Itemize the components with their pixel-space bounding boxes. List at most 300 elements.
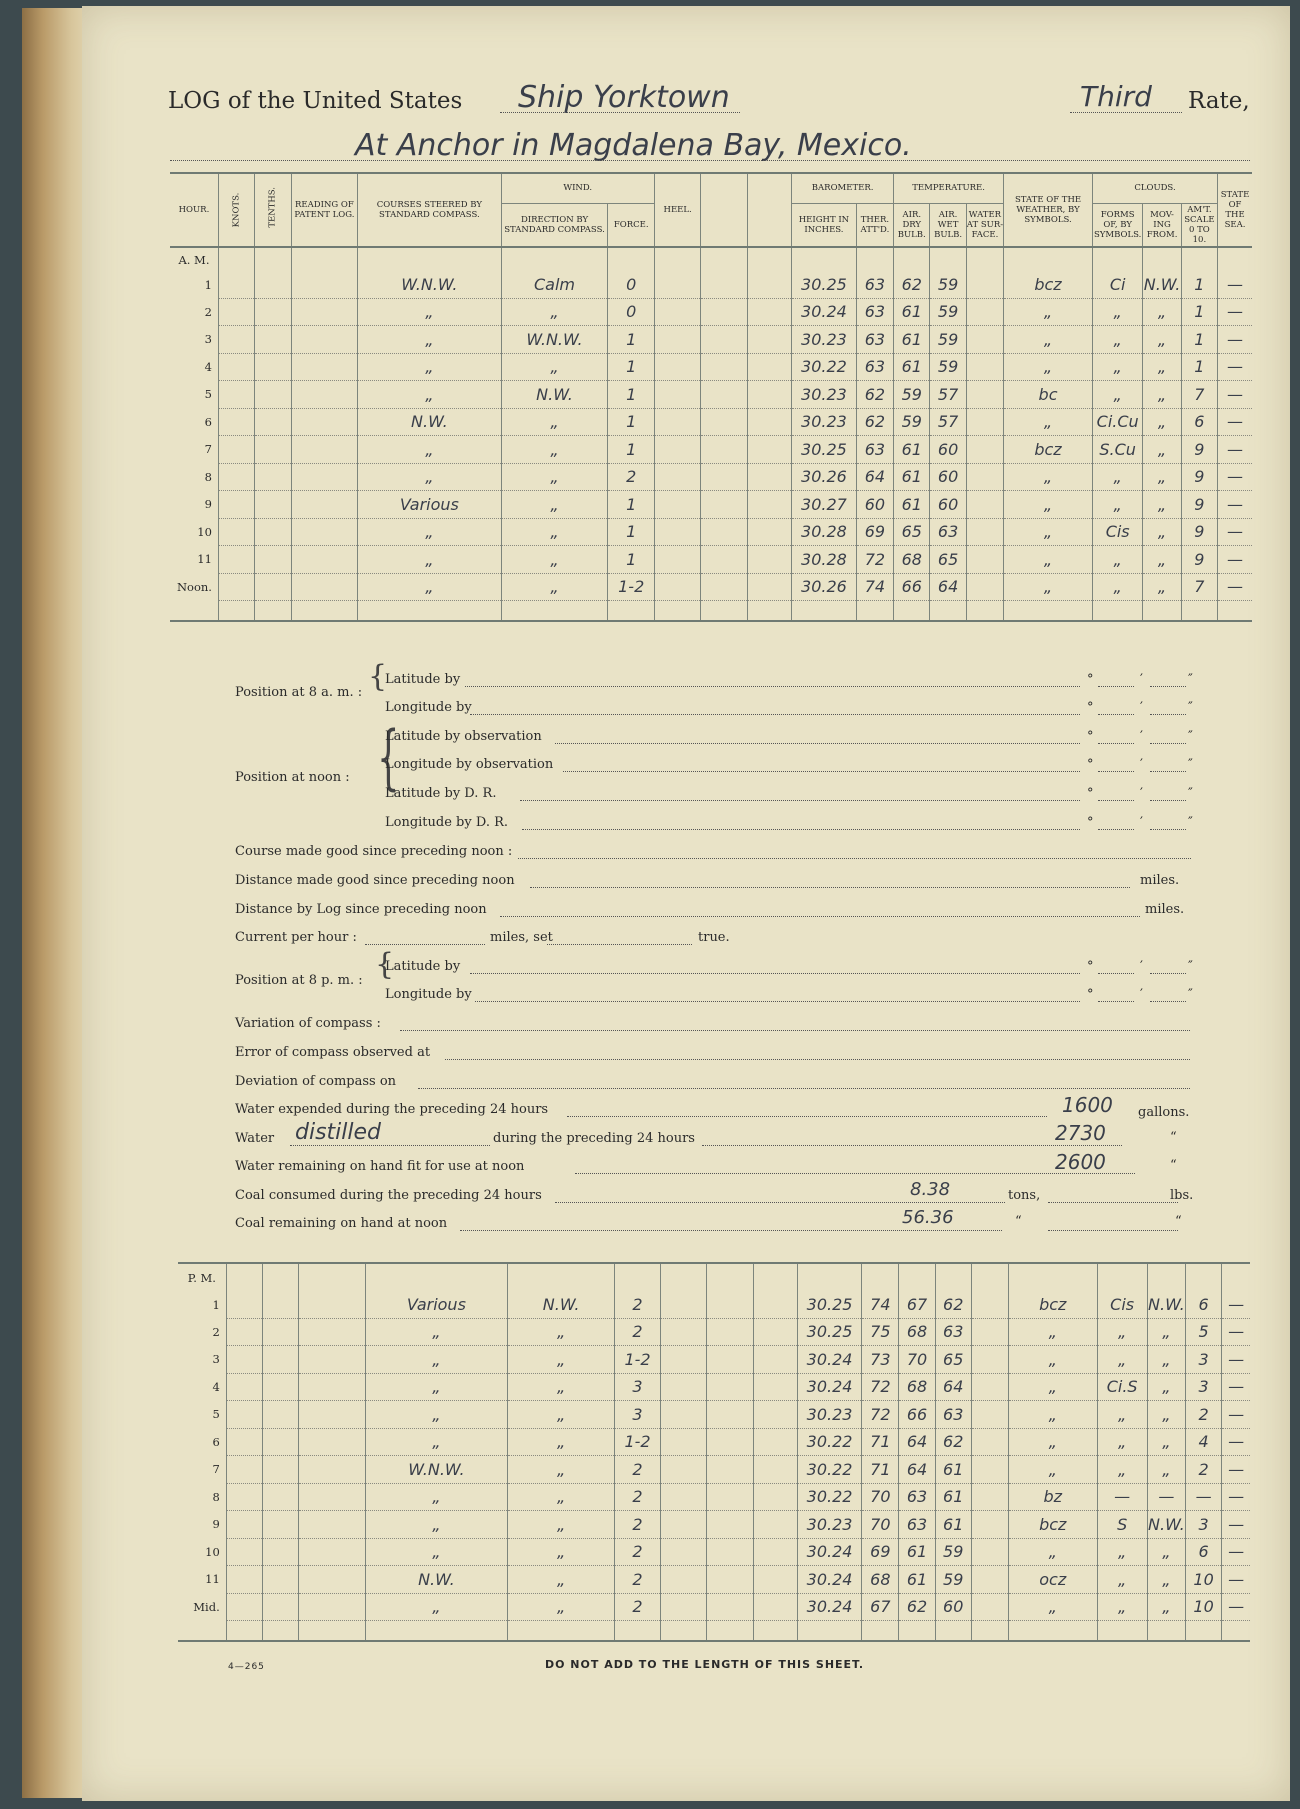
- am-log-row: [170, 518, 1252, 546]
- course-cell: W.N.W.: [358, 271, 501, 298]
- wet-cell: 60: [930, 491, 966, 519]
- amount-cell: —: [1185, 1483, 1221, 1511]
- dir-cell: „: [501, 491, 608, 519]
- bar-cell: 30.26: [792, 463, 857, 491]
- course-cell: „: [358, 298, 501, 326]
- empty-cell: [218, 353, 254, 381]
- pm-log-row: [178, 1291, 1250, 1318]
- lat-obs-label: Latitude by observation: [385, 729, 542, 744]
- empty-cell: [262, 1483, 298, 1511]
- force-cell: 2: [614, 1318, 660, 1346]
- amount-cell: 5: [1185, 1318, 1221, 1346]
- ther-cell: 72: [856, 546, 893, 574]
- empty-cell: [747, 518, 791, 546]
- wet-cell: 59: [930, 271, 966, 298]
- sea-cell: —: [1222, 1373, 1250, 1401]
- forms-cell: „: [1092, 353, 1142, 381]
- empty-cell: [661, 1401, 707, 1429]
- forms-cell: „: [1097, 1428, 1147, 1456]
- pm-log-row: [178, 1346, 1250, 1374]
- dir-cell: Calm: [501, 271, 608, 298]
- ther-cell: 64: [856, 463, 893, 491]
- am-log-row: [170, 436, 1252, 464]
- empty-cell: [255, 271, 291, 298]
- anchor-location: At Anchor in Magdalena Bay, Mexico.: [355, 128, 912, 163]
- wet-cell: 65: [930, 546, 966, 574]
- col-sea: STATE OF THE SEA.: [1218, 173, 1252, 247]
- bar-cell: 30.24: [797, 1538, 861, 1566]
- am-log-row: [170, 408, 1252, 436]
- length-notice: DO NOT ADD TO THE LENGTH OF THIS SHEET.: [545, 1658, 865, 1671]
- water-rem-leader: [575, 1173, 1135, 1174]
- empty-cell: [661, 1456, 707, 1484]
- forms-cell: „: [1092, 546, 1142, 574]
- lat-dr-label: Latitude by D. R.: [385, 786, 497, 801]
- empty-cell: [707, 1373, 753, 1401]
- forms-cell: S: [1097, 1511, 1147, 1539]
- moving-cell: „: [1147, 1318, 1185, 1346]
- sea-cell: —: [1218, 408, 1252, 436]
- col-knots: KNOTS.: [218, 173, 254, 247]
- lat-obs-sec-mark: ″: [1188, 729, 1193, 744]
- empty-cell: [707, 1428, 753, 1456]
- lon-obs-min-mark: ′: [1140, 757, 1143, 772]
- weather-cell: „: [1004, 298, 1093, 326]
- force-cell: 2: [614, 1593, 660, 1621]
- amount-cell: 7: [1181, 573, 1217, 601]
- empty-cell: [661, 1373, 707, 1401]
- empty-cell: [255, 491, 291, 519]
- amount-cell: 2: [1185, 1401, 1221, 1429]
- weather-cell: „: [1004, 546, 1093, 574]
- forms-cell: Ci: [1092, 271, 1142, 298]
- empty-cell: [299, 1291, 365, 1318]
- hour-cell: 3: [204, 332, 212, 347]
- empty-cell: [262, 1428, 298, 1456]
- coal-remaining-ditto-1: “: [1015, 1214, 1022, 1229]
- empty-cell: [262, 1456, 298, 1484]
- lon-obs-leader: [563, 771, 1080, 772]
- weather-cell: bz: [1009, 1483, 1097, 1511]
- empty-cell: [966, 463, 1003, 491]
- lat-dr-sec-mark: ″: [1188, 786, 1193, 801]
- col-barometer: BAROMETER.: [792, 173, 894, 203]
- amount-cell: 4: [1185, 1428, 1221, 1456]
- lon-obs-sec-mark: ″: [1188, 757, 1193, 772]
- empty-cell: [701, 381, 747, 409]
- course-cell: „: [358, 326, 501, 354]
- lat-8pm-min-line: [1098, 973, 1134, 974]
- location-underline: [170, 160, 1250, 161]
- pos-8pm-lon: Longitude by: [385, 987, 472, 1002]
- ther-cell: 69: [862, 1538, 899, 1566]
- hour-cell: 2: [212, 1324, 220, 1339]
- pm-log-row: [178, 1318, 1250, 1346]
- forms-cell: „: [1092, 326, 1142, 354]
- am-log-row: [170, 573, 1252, 601]
- hour-cell: 9: [212, 1517, 220, 1532]
- empty-cell: [701, 573, 747, 601]
- lon-8am-min-line: [1098, 714, 1134, 715]
- course-cell: „: [358, 463, 501, 491]
- forms-cell: „: [1097, 1318, 1147, 1346]
- empty-cell: [299, 1318, 365, 1346]
- dry-cell: 64: [899, 1456, 935, 1484]
- wet-cell: 60: [930, 463, 966, 491]
- water-dist-leader-2: [702, 1145, 1122, 1146]
- forms-cell: „: [1092, 381, 1142, 409]
- lon-dr-leader: [522, 829, 1080, 830]
- course-good-label: Course made good since preceding noon :: [235, 844, 513, 859]
- lat-8am-min-line: [1098, 686, 1134, 687]
- moving-cell: „: [1143, 298, 1181, 326]
- lat-dr-min-mark: ′: [1140, 786, 1143, 801]
- moving-cell: „: [1143, 463, 1181, 491]
- ther-cell: 70: [862, 1511, 899, 1539]
- ther-cell: 63: [856, 436, 893, 464]
- col-patent-log: READING OF PATENT LOG.: [291, 173, 358, 247]
- bar-cell: 30.22: [797, 1483, 861, 1511]
- empty-cell: [299, 1593, 365, 1621]
- water-remaining-value: 2600: [1055, 1150, 1106, 1174]
- coal-consumed-value: 8.38: [910, 1179, 951, 1200]
- empty-cell: [747, 573, 791, 601]
- lon-8pm-sec-line: [1150, 1001, 1186, 1002]
- pos-8pm-brace: {: [375, 947, 395, 982]
- bar-cell: 30.27: [792, 491, 857, 519]
- dry-cell: 68: [894, 546, 930, 574]
- course-cell: „: [365, 1346, 508, 1374]
- empty-cell: [971, 1428, 1008, 1456]
- bar-cell: 30.26: [792, 573, 857, 601]
- empty-cell: [299, 1346, 365, 1374]
- moving-cell: „: [1143, 436, 1181, 464]
- empty-cell: [291, 546, 358, 574]
- coal-consumed-label: Coal consumed during the preceding 24 hours: [235, 1188, 542, 1203]
- empty-cell: [971, 1318, 1008, 1346]
- force-cell: 1: [608, 408, 654, 436]
- hour-cell: 5: [212, 1407, 220, 1422]
- am-log-row: [170, 271, 1252, 298]
- empty-cell: [661, 1593, 707, 1621]
- empty-cell: [226, 1373, 262, 1401]
- empty-cell: [262, 1373, 298, 1401]
- empty-cell: [747, 298, 791, 326]
- ther-cell: 63: [856, 326, 893, 354]
- col-weather: STATE OF THE WEATHER, BY SYMBOLS.: [1004, 173, 1093, 247]
- lat-obs-sec-line: [1150, 743, 1186, 744]
- wet-cell: 59: [935, 1538, 971, 1566]
- coal-remaining-value: 56.36: [902, 1207, 954, 1228]
- pm-log-row: [178, 1538, 1250, 1566]
- hour-cell: 4: [212, 1379, 220, 1394]
- empty-cell: [654, 573, 700, 601]
- amount-cell: 1: [1181, 353, 1217, 381]
- bar-cell: 30.24: [792, 298, 857, 326]
- course-good-leader: [518, 858, 1191, 859]
- ther-cell: 62: [856, 381, 893, 409]
- am-log-row: [170, 546, 1252, 574]
- amount-cell: 3: [1185, 1373, 1221, 1401]
- hour-cell: Mid.: [193, 1599, 220, 1614]
- hour-cell: 5: [204, 387, 212, 402]
- force-cell: 2: [614, 1538, 660, 1566]
- empty-cell: [707, 1291, 753, 1318]
- empty-cell: [226, 1428, 262, 1456]
- dry-cell: 67: [899, 1291, 935, 1318]
- amount-cell: 6: [1181, 408, 1217, 436]
- wet-cell: 61: [935, 1456, 971, 1484]
- bar-cell: 30.24: [797, 1593, 861, 1621]
- hour-cell: 10: [205, 1544, 220, 1559]
- water-distilled-value: distilled: [295, 1120, 382, 1145]
- col-temperature: TEMPERATURE.: [894, 173, 1004, 203]
- water-expended-label: Water expended during the preceding 24 hours: [235, 1102, 549, 1117]
- forms-cell: „: [1097, 1346, 1147, 1374]
- weather-cell: „: [1004, 573, 1093, 601]
- empty-cell: [661, 1346, 707, 1374]
- empty-cell: [654, 436, 700, 464]
- lon-8pm-min-mark: ′: [1140, 987, 1143, 1002]
- course-cell: N.W.: [365, 1566, 508, 1594]
- ther-cell: 67: [862, 1593, 899, 1621]
- amount-cell: 2: [1185, 1456, 1221, 1484]
- empty-cell: [753, 1511, 797, 1539]
- wet-cell: 57: [930, 381, 966, 409]
- ther-cell: 60: [856, 491, 893, 519]
- lat-obs-deg-mark: °: [1087, 729, 1094, 744]
- dir-cell: „: [501, 408, 608, 436]
- forms-cell: S.Cu: [1092, 436, 1142, 464]
- lon-8am-min-mark: ′: [1140, 700, 1143, 715]
- empty-cell: [654, 491, 700, 519]
- empty-cell: [701, 436, 747, 464]
- lat-8pm-leader: [470, 973, 1080, 974]
- dry-cell: 70: [899, 1346, 935, 1374]
- empty-cell: [971, 1511, 1008, 1539]
- ther-cell: 71: [862, 1456, 899, 1484]
- col-wind: WIND.: [501, 173, 654, 203]
- weather-cell: „: [1009, 1538, 1097, 1566]
- empty-cell: [661, 1538, 707, 1566]
- hour-cell: 11: [205, 1572, 220, 1587]
- empty-cell: [226, 1511, 262, 1539]
- pm-log-row: [178, 1511, 1250, 1539]
- force-cell: 1: [608, 518, 654, 546]
- empty-cell: [218, 573, 254, 601]
- forms-cell: Cis: [1092, 518, 1142, 546]
- empty-cell: [753, 1538, 797, 1566]
- lon-8am-deg-mark: °: [1087, 700, 1094, 715]
- weather-cell: „: [1009, 1401, 1097, 1429]
- dry-cell: 66: [899, 1401, 935, 1429]
- sea-cell: —: [1222, 1456, 1250, 1484]
- empty-cell: [299, 1401, 365, 1429]
- dry-cell: 66: [894, 573, 930, 601]
- bar-cell: 30.24: [797, 1346, 861, 1374]
- empty-cell: [262, 1318, 298, 1346]
- course-cell: Various: [358, 491, 501, 519]
- water-remaining-label: Water remaining on hand fit for use at noon: [235, 1159, 525, 1174]
- coal-lbs-label: lbs.: [1170, 1188, 1194, 1203]
- empty-cell: [966, 408, 1003, 436]
- lat-obs-min-mark: ′: [1140, 729, 1143, 744]
- lon-dr-label: Longitude by D. R.: [385, 815, 508, 830]
- course-cell: „: [358, 573, 501, 601]
- col-courses: COURSES STEERED BY STANDARD COMPASS.: [358, 173, 501, 247]
- am-log-row: [170, 298, 1252, 326]
- force-cell: 1: [608, 546, 654, 574]
- coal-remaining-label: Coal remaining on hand at noon: [235, 1216, 448, 1231]
- empty-cell: [226, 1318, 262, 1346]
- col-water-surface: WATER AT SUR-FACE.: [966, 203, 1003, 247]
- force-cell: 2: [614, 1291, 660, 1318]
- sea-cell: —: [1222, 1318, 1250, 1346]
- empty-cell: [971, 1456, 1008, 1484]
- weather-cell: bcz: [1009, 1511, 1097, 1539]
- col-cloud-forms: FORMS OF, BY SYMBOLS.: [1092, 203, 1142, 247]
- hour-cell: 11: [197, 552, 212, 567]
- ther-cell: 62: [856, 408, 893, 436]
- empty-cell: [971, 1483, 1008, 1511]
- water-distilled-amount: 2730: [1055, 1121, 1106, 1145]
- col-cloud-moving: MOV-ING FROM.: [1143, 203, 1181, 247]
- empty-cell: [654, 353, 700, 381]
- dir-cell: „: [501, 546, 608, 574]
- am-rows: [170, 247, 1252, 601]
- sea-cell: —: [1218, 271, 1252, 298]
- dry-cell: 64: [899, 1428, 935, 1456]
- weather-cell: bc: [1004, 381, 1093, 409]
- col-wind-direction: DIRECTION BY STANDARD COMPASS.: [501, 203, 608, 247]
- amount-cell: 3: [1185, 1346, 1221, 1374]
- empty-cell: [255, 436, 291, 464]
- wet-cell: 59: [935, 1566, 971, 1594]
- empty-cell: [753, 1483, 797, 1511]
- dir-cell: „: [508, 1346, 615, 1374]
- am-log-row: [170, 381, 1252, 409]
- empty-cell: [654, 408, 700, 436]
- lat-dr-min-line: [1098, 800, 1134, 801]
- amount-cell: 6: [1185, 1291, 1221, 1318]
- empty-cell: [707, 1401, 753, 1429]
- empty-cell: [966, 298, 1003, 326]
- amount-cell: 10: [1185, 1566, 1221, 1594]
- weather-cell: bcz: [1009, 1291, 1097, 1318]
- lat-8pm-sec-line: [1150, 973, 1186, 974]
- hour-cell: 6: [212, 1434, 220, 1449]
- empty-cell: [971, 1291, 1008, 1318]
- sea-cell: —: [1222, 1593, 1250, 1621]
- moving-cell: „: [1147, 1401, 1185, 1429]
- sea-cell: —: [1218, 298, 1252, 326]
- ther-cell: 73: [862, 1346, 899, 1374]
- empty-cell: [218, 546, 254, 574]
- force-cell: 1: [608, 353, 654, 381]
- dir-cell: „: [508, 1483, 615, 1511]
- course-cell: „: [365, 1593, 508, 1621]
- course-cell: „: [365, 1373, 508, 1401]
- hour-cell: 1: [204, 277, 212, 292]
- dry-cell: 61: [899, 1566, 935, 1594]
- water-expended-value: 1600: [1062, 1093, 1113, 1117]
- lat-8am-min-mark: ′: [1140, 672, 1143, 687]
- pm-log-row: [178, 1593, 1250, 1621]
- weather-cell: „: [1009, 1373, 1097, 1401]
- wet-cell: 63: [930, 518, 966, 546]
- dry-cell: 62: [894, 271, 930, 298]
- weather-cell: „: [1004, 491, 1093, 519]
- sea-cell: —: [1218, 573, 1252, 601]
- bar-cell: 30.23: [792, 326, 857, 354]
- weather-cell: „: [1009, 1456, 1097, 1484]
- moving-cell: „: [1147, 1428, 1185, 1456]
- lon-dr-min-mark: ′: [1140, 815, 1143, 830]
- empty-cell: [753, 1566, 797, 1594]
- moving-cell: N.W.: [1147, 1511, 1185, 1539]
- amount-cell: 6: [1185, 1538, 1221, 1566]
- ther-cell: 69: [856, 518, 893, 546]
- sea-cell: —: [1218, 518, 1252, 546]
- empty-cell: [966, 271, 1003, 298]
- sea-cell: —: [1218, 463, 1252, 491]
- lon-dr-sec-mark: ″: [1188, 815, 1193, 830]
- empty-cell: [971, 1538, 1008, 1566]
- force-cell: 1: [608, 381, 654, 409]
- force-cell: 1-2: [614, 1346, 660, 1374]
- bar-cell: 30.22: [797, 1456, 861, 1484]
- wet-cell: 61: [935, 1511, 971, 1539]
- empty-cell: [747, 546, 791, 574]
- empty-cell: [299, 1456, 365, 1484]
- course-cell: „: [358, 353, 501, 381]
- col-heel: HEEL.: [654, 173, 700, 247]
- dry-cell: 61: [894, 436, 930, 464]
- ther-cell: 68: [862, 1566, 899, 1594]
- current-true: true.: [698, 930, 730, 945]
- col-bar-ther: THER. ATT'D.: [856, 203, 893, 247]
- wet-cell: 60: [935, 1593, 971, 1621]
- ship-rate: Third: [1080, 80, 1152, 113]
- moving-cell: „: [1143, 573, 1181, 601]
- rate-suffix: Rate,: [1188, 88, 1250, 114]
- col-cloud-amount: AM'T. SCALE 0 TO 10.: [1181, 203, 1217, 247]
- weather-cell: „: [1009, 1428, 1097, 1456]
- forms-cell: „: [1092, 463, 1142, 491]
- empty-cell: [747, 436, 791, 464]
- variation-leader: [400, 1030, 1190, 1031]
- forms-cell: „: [1097, 1566, 1147, 1594]
- gallons-label: gallons.: [1138, 1105, 1190, 1120]
- sea-cell: —: [1222, 1483, 1250, 1511]
- sea-cell: —: [1222, 1428, 1250, 1456]
- empty-cell: [701, 463, 747, 491]
- empty-cell: [218, 436, 254, 464]
- empty-cell: [226, 1346, 262, 1374]
- course-cell: „: [358, 518, 501, 546]
- weather-cell: „: [1009, 1346, 1097, 1374]
- sea-cell: —: [1222, 1291, 1250, 1318]
- ther-cell: 63: [856, 353, 893, 381]
- hour-cell: 10: [197, 524, 212, 539]
- empty-cell: [255, 408, 291, 436]
- lon-obs-deg-mark: °: [1087, 757, 1094, 772]
- ther-cell: 63: [856, 298, 893, 326]
- force-cell: 2: [614, 1511, 660, 1539]
- col-blank-2: [747, 173, 791, 247]
- empty-cell: [707, 1566, 753, 1594]
- weather-cell: „: [1004, 463, 1093, 491]
